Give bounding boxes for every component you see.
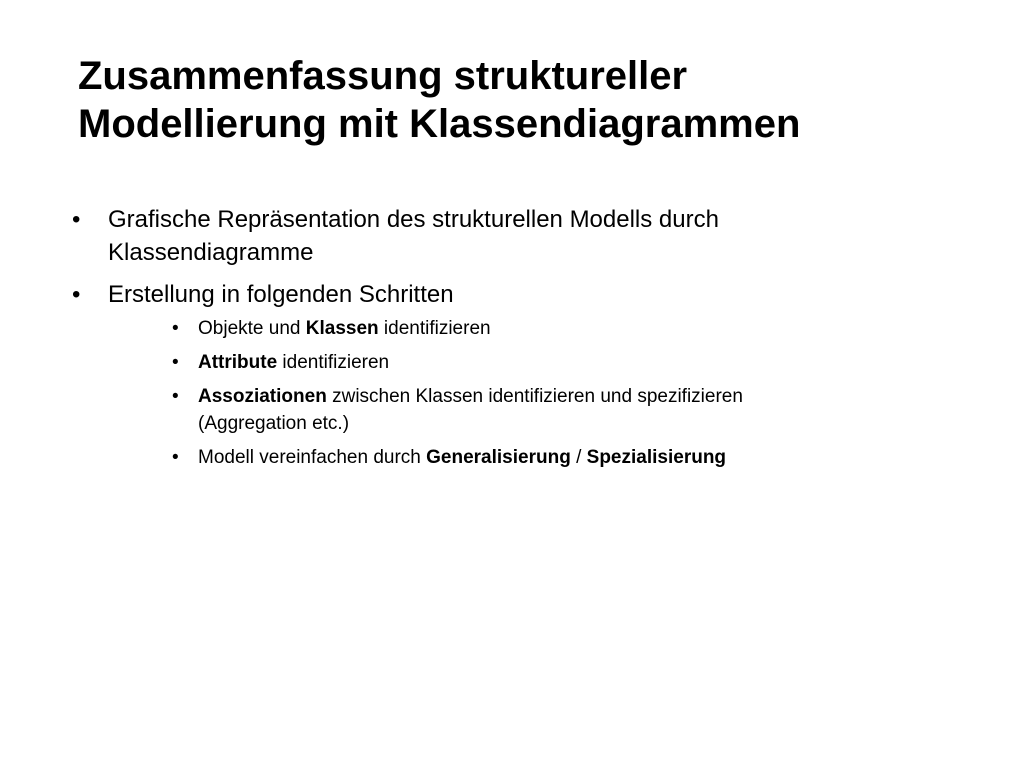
sub-bullet-text-bold: Klassen	[305, 318, 379, 339]
bullet-item-representation	[70, 203, 970, 269]
bullet-icon: •	[72, 206, 81, 233]
bullet-item-steps	[70, 278, 970, 311]
sub-bullet-text-post: zwischen Klassen identifizieren und spezifizieren	[326, 386, 743, 407]
bullet-text-line-2: Klassendiagramme	[108, 239, 314, 266]
bullet-text-line-1: Grafische Repräsentation des strukturellen Modells durch	[108, 206, 719, 233]
sub-bullet-text-post: identifizieren	[378, 318, 491, 339]
sub-bullet-icon: •	[172, 386, 179, 407]
sub-bullet-icon: •	[172, 447, 179, 468]
title-line-1: Zusammenfassung struktureller	[78, 54, 688, 98]
title-line-2: Modellierung mit Klassendiagrammen	[78, 102, 801, 146]
sub-bullet-text-bold-specialization: Spezialisierung	[586, 447, 727, 468]
sub-bullet-attributes	[172, 349, 878, 376]
sub-bullet-text-post: identifizieren	[277, 352, 390, 373]
bullet-list	[70, 203, 970, 478]
sub-bullet-text-separator: /	[570, 447, 587, 468]
sub-bullet-icon: •	[172, 318, 179, 339]
sub-bullet-classes	[172, 315, 878, 342]
sub-bullet-text-pre: Modell vereinfachen durch	[198, 447, 427, 468]
sub-bullet-text-bold: Assoziationen	[198, 386, 327, 407]
slide-title	[78, 52, 978, 148]
sub-bullet-text-line-2: (Aggregation etc.)	[198, 413, 350, 434]
sub-bullet-text-pre: Objekte und	[198, 318, 306, 339]
bullet-text: Erstellung in folgenden Schritten	[108, 281, 454, 308]
sub-bullet-text-bold: Attribute	[198, 352, 278, 373]
sub-bullet-icon: •	[172, 352, 179, 373]
bullet-icon: •	[72, 281, 81, 308]
sub-bullet-text-bold-generalization: Generalisierung	[426, 447, 571, 468]
sub-bullet-generalization	[172, 444, 878, 471]
sub-bullet-associations	[172, 383, 878, 437]
